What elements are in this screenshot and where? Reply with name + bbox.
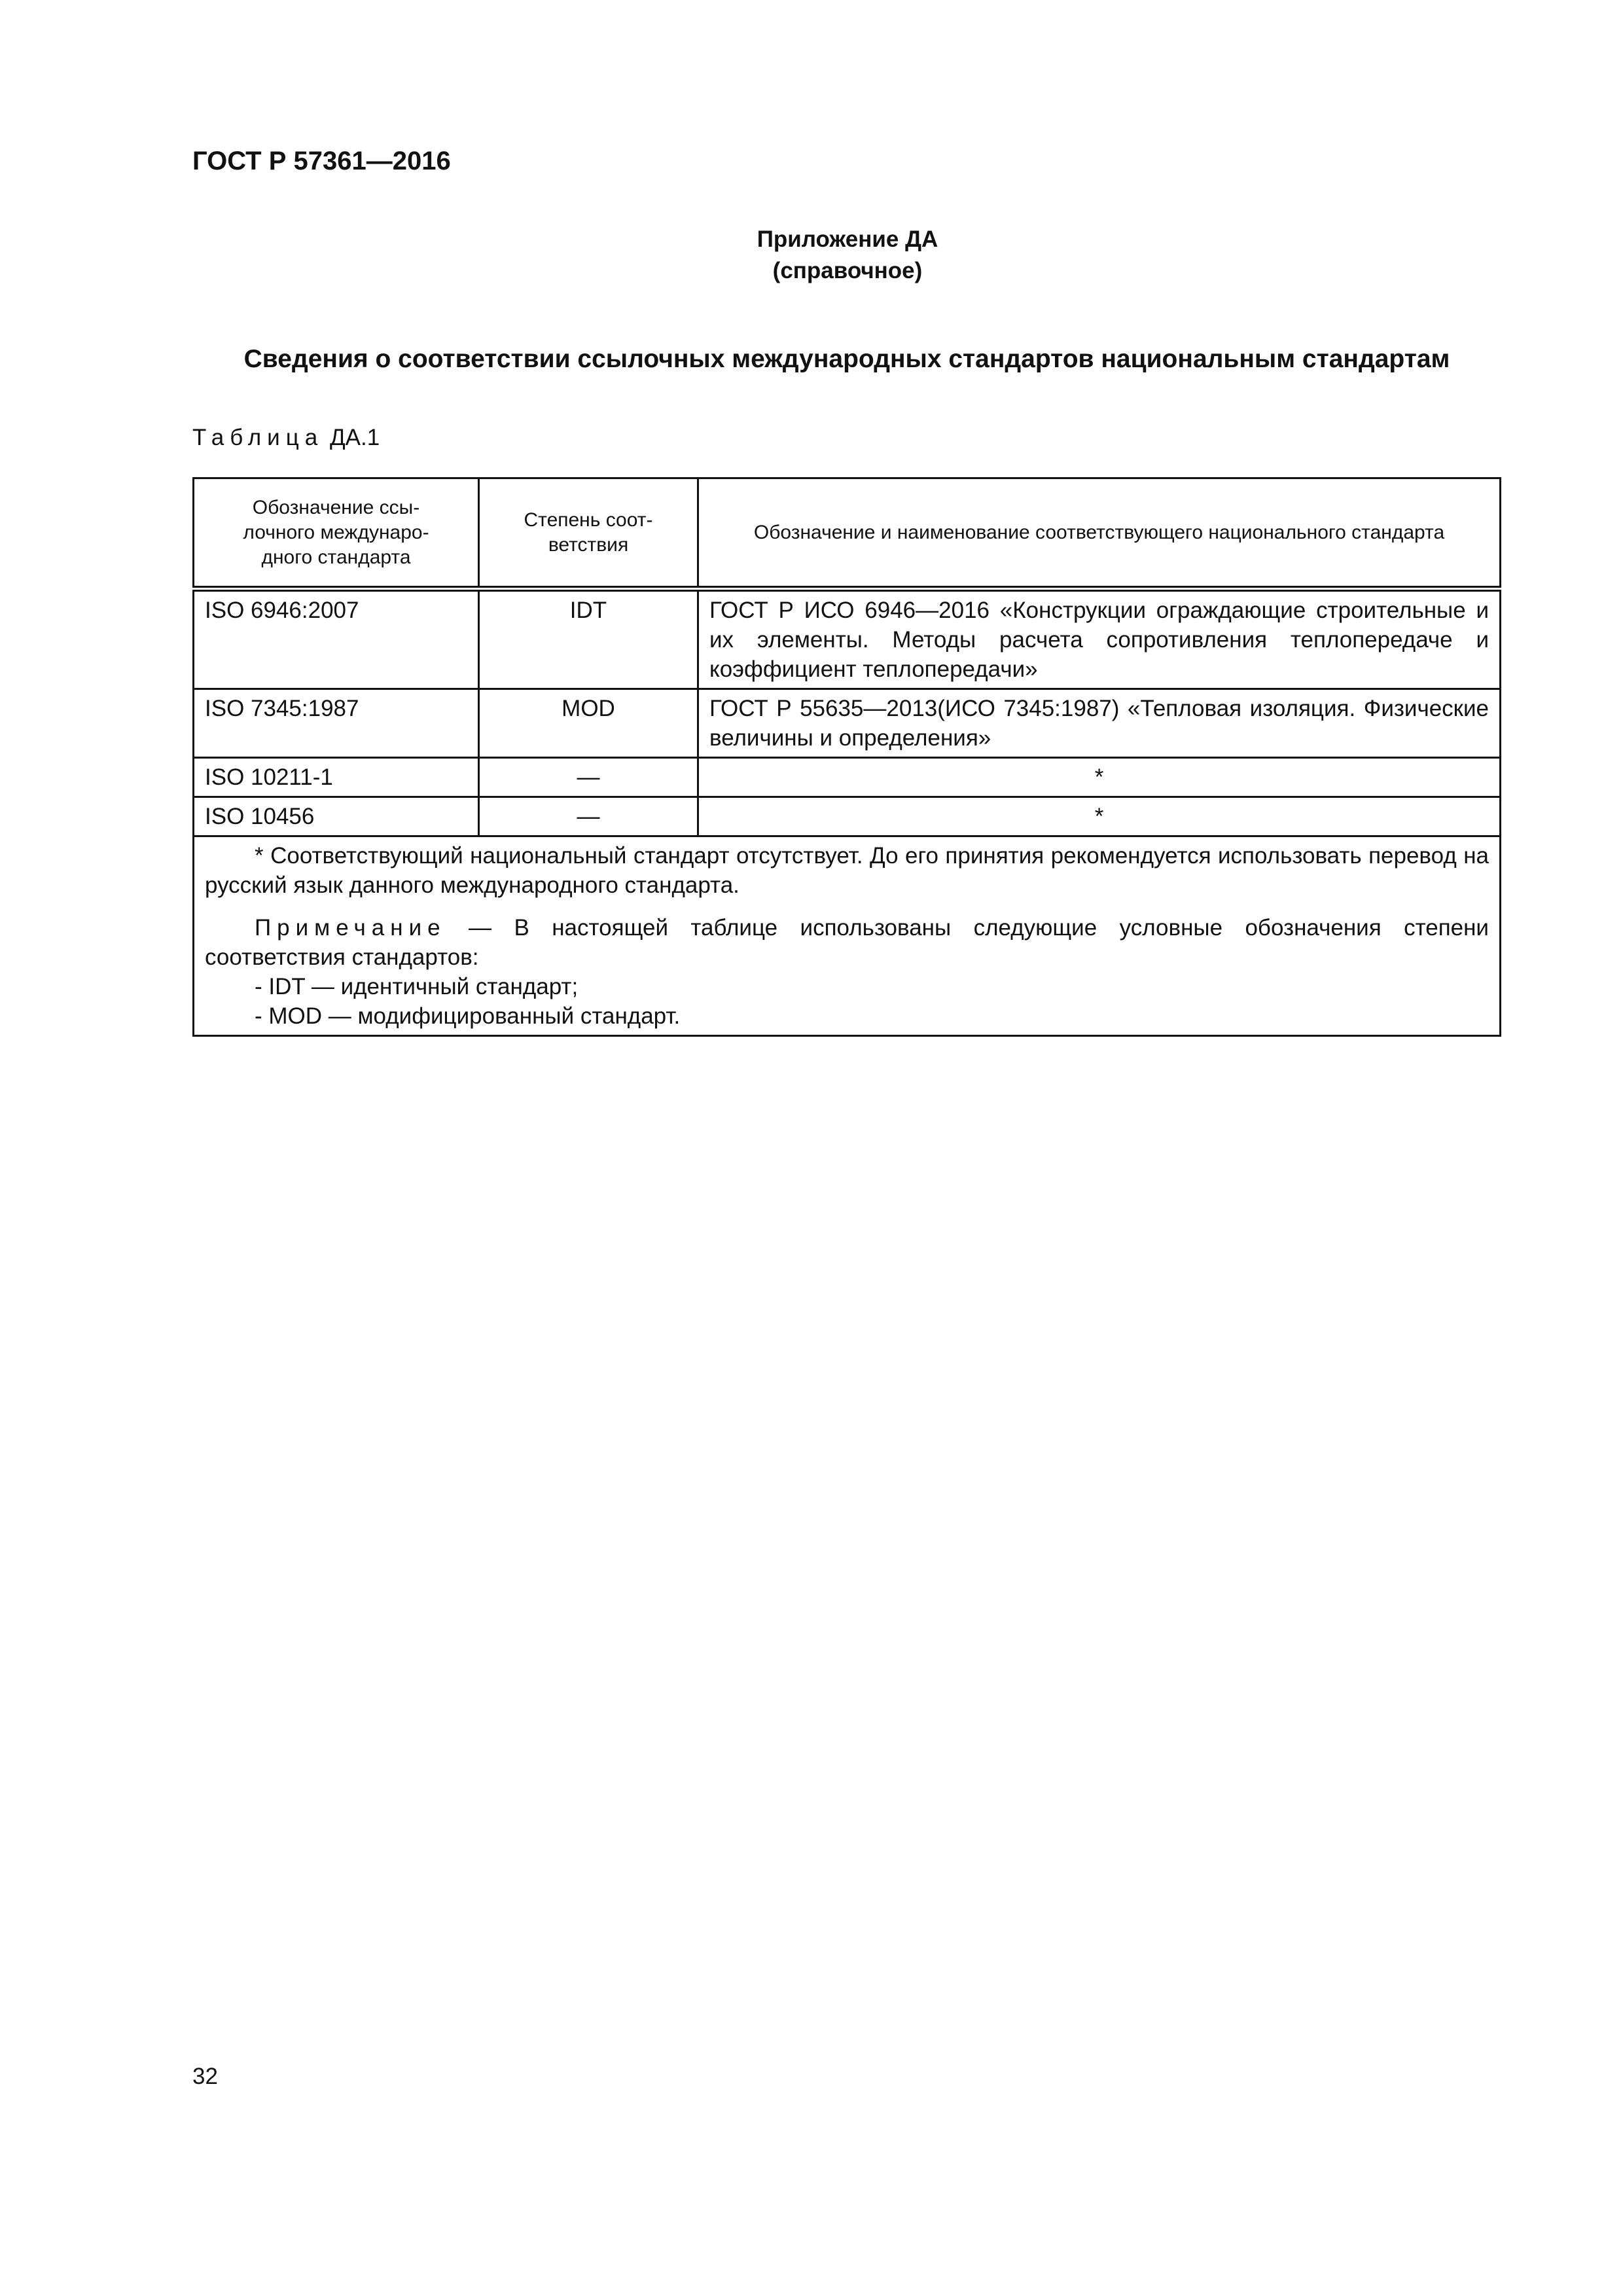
cell-national: * (698, 758, 1501, 797)
appendix-block (0, 224, 1623, 287)
note-label: Примечание (255, 915, 446, 941)
table-footnote-row (194, 836, 1501, 1036)
footnote-text: * Соответствующий национальный стандарт отсутствует. До его принятия рекомендуется использовать перевод на русский язык данного международного стандарта. (205, 843, 1489, 898)
table-row (194, 589, 1501, 689)
note-text: — В настоящей таблице использованы следующие условные обозначения степени соответствия стандартов: (205, 915, 1489, 970)
table-caption-word: Таблица (192, 425, 324, 450)
appendix-title: Приложение ДА (757, 226, 938, 252)
cell-intl: ISO 10211-1 (194, 758, 479, 797)
cell-intl: ISO 6946:2007 (194, 589, 479, 689)
cell-degree: — (479, 797, 698, 836)
document-code: ГОСТ Р 57361—2016 (192, 147, 451, 175)
table-row (194, 689, 1501, 758)
note-paragraph (205, 913, 1489, 972)
header-line: ветствия (548, 533, 629, 556)
cell-national: * (698, 797, 1501, 836)
header-line: Обозначение и наименование соответствующего национального стандарта (753, 521, 1445, 543)
header-line: дного стандарта (261, 546, 411, 568)
note-item: - MOD — модифицированный стандарт. (255, 1003, 681, 1029)
section-heading: Сведения о соответствии ссылочных международных стандартов национальным стандартам (243, 345, 1450, 373)
header-intl-standard (194, 478, 479, 589)
cell-intl: ISO 7345:1987 (194, 689, 479, 758)
note-item: - IDT — идентичный стандарт; (255, 974, 579, 999)
table-header-row (194, 478, 1501, 589)
table-row (194, 797, 1501, 836)
table-caption (192, 425, 380, 451)
cell-degree: — (479, 758, 698, 797)
header-line: Степень соот- (524, 509, 653, 531)
standards-table (192, 477, 1501, 1037)
cell-degree: MOD (479, 689, 698, 758)
table-row (194, 758, 1501, 797)
cell-intl: ISO 10456 (194, 797, 479, 836)
header-national-standard (698, 478, 1501, 589)
page-number: 32 (192, 2064, 218, 2089)
footnote-cell (194, 836, 1501, 1036)
header-line: лочного междунаро- (243, 521, 429, 543)
cell-national: ГОСТ Р ИСО 6946—2016 «Конструкции ограждающие строительные и их элементы. Методы расчета сопротивления теплопередаче и коэффициент теплопередачи» (698, 589, 1501, 689)
appendix-subtitle: (справочное) (772, 258, 923, 283)
header-line: Обозначение ссы- (252, 496, 420, 518)
cell-national: ГОСТ Р 55635—2013(ИСО 7345:1987) «Тепловая изоляция. Физические величины и определения» (698, 689, 1501, 758)
header-degree (479, 478, 698, 589)
cell-degree: IDT (479, 589, 698, 689)
table-caption-number: ДА.1 (329, 425, 380, 450)
